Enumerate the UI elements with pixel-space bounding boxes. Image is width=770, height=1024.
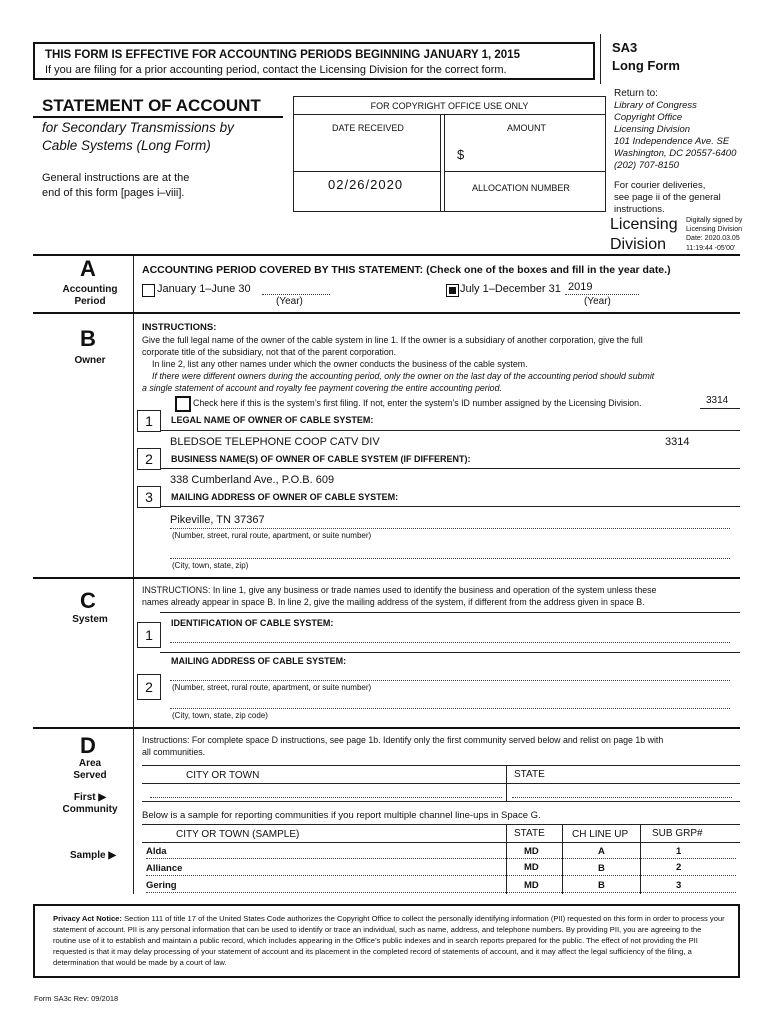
section-c-top-rule [33,577,740,579]
section-d-top-rule [33,727,740,729]
owner-city-line[interactable] [170,558,730,559]
jan-june-label: January 1–June 30 [157,283,251,295]
sample-subgrp: 3 [676,880,682,891]
section-a-label-1: Accounting [62,284,118,295]
return-address-4: 101 Independence Ave. SE [614,136,730,147]
section-b-label: Owner [74,355,106,366]
community-header-rule [142,783,740,784]
sample-label: Sample ▶ [69,850,117,861]
title-rule [33,116,283,118]
line-2-number: 2 [137,448,161,470]
sample-header-chlineup: CH LINE UP [572,829,629,840]
owner-street-value[interactable]: 338 Cumberland Ave., P.O.B. 609 [170,474,335,486]
sample-chlineup: A [598,846,605,857]
mailing-address-label: MAILING ADDRESS OF OWNER OF CABLE SYSTEM: [171,492,399,502]
identification-label: IDENTIFICATION OF CABLE SYSTEM: [171,618,334,628]
first-community-label-2: Community [62,804,118,815]
sample-row-3-rule [146,892,736,893]
owner-street-hint: (Number, street, rural route, apartment, or suite number) [172,531,372,540]
section-a-letter: A [80,256,96,281]
c-line-1-number: 1 [137,622,161,648]
sample-city: Alliance [146,863,183,874]
jan-june-year-caption: (Year) [276,296,303,307]
signature-note-2: Licensing Division [686,226,743,233]
section-a-top-rule [33,254,740,256]
sample-city: Gering [146,880,177,891]
sample-chlineup: B [598,880,605,891]
privacy-notice-label: Privacy Act Notice: [53,914,122,923]
office-use-divider-2 [444,114,445,211]
office-use-heading: FOR COPYRIGHT OFFICE USE ONLY [370,101,529,111]
return-address-3: Licensing Division [614,124,691,135]
line-2-rule [160,468,740,469]
col-city-header: CITY OR TOWN [186,770,260,781]
allocation-number-label: ALLOCATION NUMBER [472,183,570,193]
sample-state: MD [524,862,539,873]
accounting-period-heading: ACCOUNTING PERIOD COVERED BY THIS STATEMENT: (Check one of the boxes and fill in the year date.) [142,264,671,276]
c-line-1-rule [160,612,740,613]
date-received-label: DATE RECEIVED [332,123,404,133]
dollar-sign: $ [457,147,465,162]
effective-line: THIS FORM IS EFFECTIVE FOR ACCOUNTING PERIODS BEGINNING JANUARY 1, 2015 [45,49,520,61]
system-id-value[interactable]: 3314 [706,395,729,406]
c-line-2-number: 2 [137,674,161,700]
left-column-divider [133,254,134,894]
system-street-line[interactable] [170,680,730,681]
return-address-2: Copyright Office [614,112,683,123]
sample-col-divider-3 [640,824,641,894]
july-dec-year-caption: (Year) [584,296,611,307]
section-b-instr-heading: INSTRUCTIONS: [142,322,217,333]
system-mailing-label: MAILING ADDRESS OF CABLE SYSTEM: [171,656,347,666]
section-c-label: System [72,614,108,625]
line-1-number: 1 [137,410,161,432]
system-city-hint: (City, town, state, zip code) [172,711,268,720]
identification-field[interactable] [170,642,730,643]
sample-header-city: CITY OR TOWN (SAMPLE) [176,829,300,840]
courier-line-2: see page ii of the general [614,192,721,203]
office-use-box [293,96,606,212]
privacy-notice-text: Section 111 of title 17 of the United States Code authorizes the Copyright Office to collect the personally identifying information (PII) requested on this form in order to process your statement of account. PII is any personal information that can be used to identify or trace an individual, such as name, address, and telephone numbers. By providing PII, you are agreeing to the routine use of it to establish and maintain a public record, which includes appearing in the Office’s public indexes and in search reports prepared for the public. The effect of not providing the PII requested is that it may delay processing of your statement of account and its placement in the completed record of statements of account, and it may affect the legal sufficiency of the filing, a determination that would be made by a court of law. [53,914,725,967]
first-filing-checkbox[interactable] [175,396,191,412]
section-d-label-1: Area [78,758,102,769]
section-c-instr-1: INSTRUCTIONS: In line 1, give any business or trade names used to identify the business and operation of the system unless these [142,585,657,595]
community-table-bottom [142,801,740,802]
subtitle-line-1: for Secondary Transmissions by [42,120,234,135]
jan-june-year-line[interactable] [262,294,330,295]
section-d-label-2: Served [73,770,107,781]
section-b-instr-4: If there were different owners during the accounting period, only the owner on the last day of the accounting period should submit [152,371,655,381]
sample-row-1-rule [146,858,736,859]
line-3-number: 3 [137,486,161,508]
sample-state: MD [524,880,539,891]
sample-note: Below is a sample for reporting communities if you report multiple channel line-ups in Space G. [142,810,541,821]
owner-city-value[interactable]: Pikeville, TN 37367 [170,514,265,526]
system-id-underline [700,408,740,409]
courier-line-1: For courier deliveries, [614,180,706,191]
amount-label: AMOUNT [507,123,546,133]
col-state-header: STATE [514,769,545,780]
date-received-value: 02/26/2020 [328,177,404,192]
first-community-city-field[interactable] [150,797,502,798]
c-line-2-rule [160,652,740,653]
privacy-notice-box [33,904,740,978]
signature-licensing: Licensing [610,216,678,233]
form-type: Long Form [612,58,680,73]
first-community-label-1: First ▶ [73,792,107,803]
sample-chlineup: B [598,863,605,874]
year-value[interactable]: 2019 [568,281,593,293]
section-d-instr-1: Instructions: For complete space D instructions, see page 1b. Identify only the first community served below and relist on page 1b with [142,735,664,745]
sample-header-rule [142,842,740,843]
july-dec-checkbox[interactable] [446,284,459,297]
signature-note-3: Date: 2020.03.05 [686,235,740,242]
form-code: SA3 [612,40,638,55]
line-1-rule [160,430,740,431]
courier-line-3: instructions. [614,204,665,215]
section-b-instr-5: a single statement of account and royalty fee payment covering the entire accounting period. [142,383,502,393]
sample-subgrp: 2 [676,862,682,873]
section-b-instr-2: corporate title of the subsidiary, not that of the parent corporation. [142,347,397,357]
date-rule [294,171,440,172]
form-revision: Form SA3c Rev: 09/2018 [34,994,119,1003]
sample-subgrp: 1 [676,846,682,857]
header-divider [600,34,601,84]
legal-name-label: LEGAL NAME OF OWNER OF CABLE SYSTEM: [171,415,374,425]
system-city-line[interactable] [170,708,730,709]
sample-header-state: STATE [514,828,545,839]
return-address-1: Library of Congress [614,100,697,111]
statement-title: STATEMENT OF ACCOUNT [42,96,261,115]
sample-col-divider-1 [506,824,507,894]
section-b-letter: B [80,326,96,351]
section-b-instr-1: Give the full legal name of the owner of the cable system in line 1. If the owner is a subsidiary of another corporation, give the full [142,335,643,345]
owner-id-value[interactable]: 3314 [665,436,690,448]
signature-note-4: 11:19:44 -05'00' [686,245,736,252]
sample-row-2-rule [146,875,736,876]
owner-city-hint: (City, town, state, zip) [172,561,249,570]
sample-table-top [142,824,740,825]
first-community-state-field[interactable] [512,797,732,798]
section-b-top-rule [33,312,740,314]
amount-rule [444,171,605,172]
return-address-5: Washington, DC 20557-6400 [614,148,737,159]
community-table-top [142,765,740,766]
general-instructions-1: General instructions are at the [42,172,190,184]
sample-header-subgrp: SUB GRP# [652,828,703,839]
subtitle-line-2: Cable Systems (Long Form) [42,138,211,153]
effective-notice-box [33,42,595,80]
sample-col-divider-2 [562,824,563,894]
section-b-instr-3: In line 2, list any other names under which the owner conducts the business of the cable system. [152,359,528,369]
privacy-notice [53,913,725,968]
sample-state: MD [524,846,539,857]
section-d-instr-2: all communities. [142,747,206,757]
office-use-divider-1 [440,114,441,211]
sample-city: Alda [146,846,167,857]
section-c-instr-2: names already appear in space B. In line 2, give the mailing address of the system, if different from the address given in space B. [142,597,645,607]
signature-division: Division [610,236,667,253]
section-d-letter: D [80,733,96,758]
general-instructions-2: end of this form [pages i–viii]. [42,187,185,199]
system-street-hint: (Number, street, rural route, apartment, or suite number) [172,683,372,692]
prior-period-line: If you are filing for a prior accounting period, contact the Licensing Division for the correct form. [45,64,507,76]
jan-june-checkbox[interactable] [142,284,155,297]
office-use-rule [294,114,605,115]
owner-name-value[interactable]: BLEDSOE TELEPHONE COOP CATV DIV [170,436,380,448]
first-filing-label: Check here if this is the system’s first filing. If not, enter the system’s ID number assigned by the Licensing Division. [193,398,642,408]
section-a-label-2: Period [74,296,106,307]
line-3-rule [160,506,740,507]
business-name-label: BUSINESS NAME(S) OF OWNER OF CABLE SYSTEM (IF DIFFERENT): [171,454,471,464]
july-dec-year-line [565,294,639,295]
section-c-letter: C [80,588,96,613]
signature-note-1: Digitally signed by [686,217,743,224]
owner-street-line [170,528,730,529]
july-dec-label: July 1–December 31 [460,283,561,295]
return-address-6: (202) 707-8150 [614,160,679,171]
return-to-label: Return to: [614,88,658,99]
